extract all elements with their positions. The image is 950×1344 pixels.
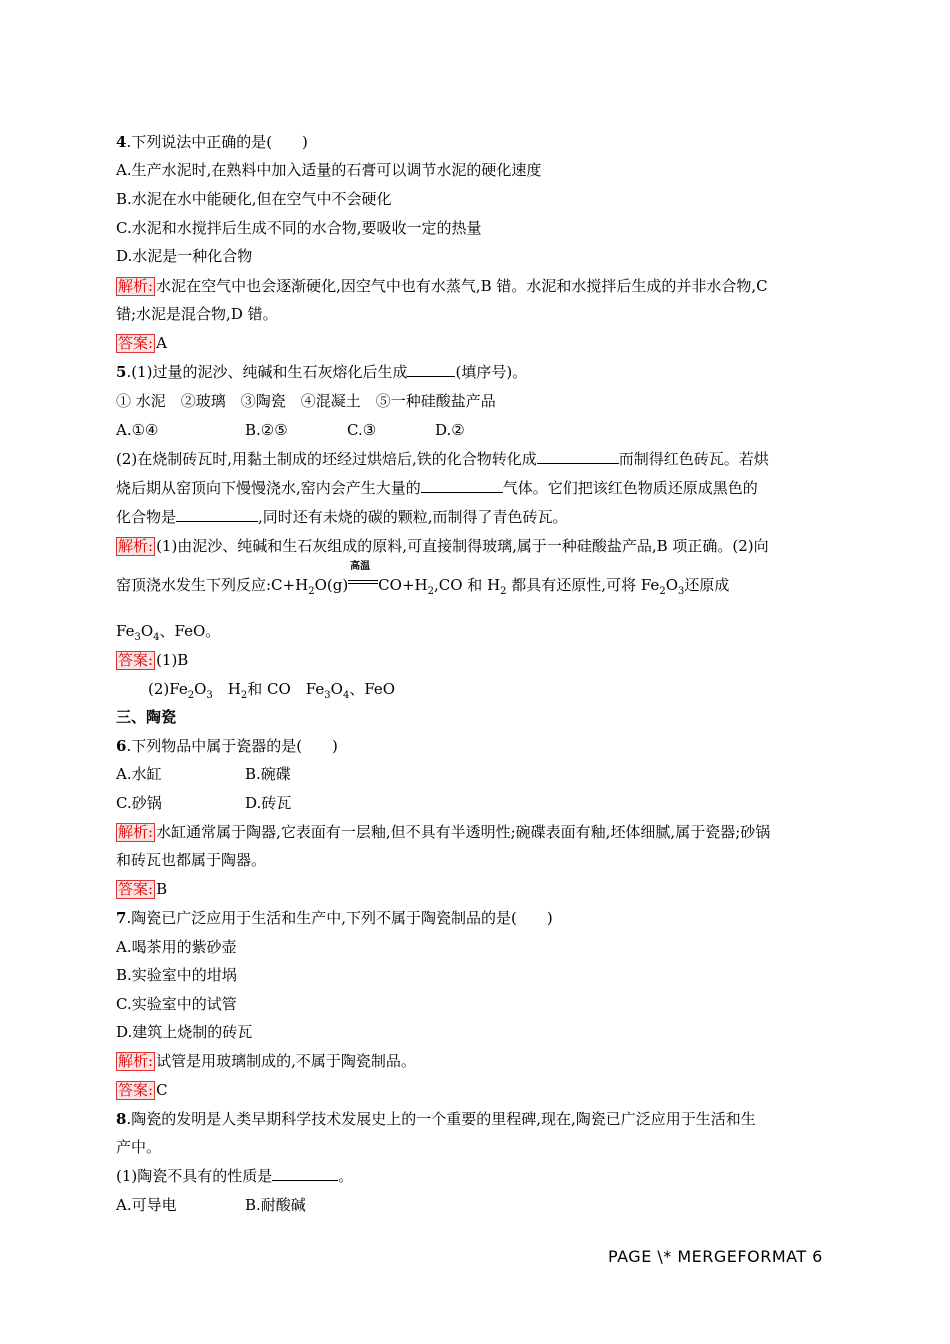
reaction-condition-arrow [348, 561, 378, 590]
q5-answer2d: 和 CO Fe [247, 680, 325, 698]
q4-analysis-text1: 水泥在空气中也会逐渐硬化,因空气中也有水蒸气,B 错。水泥和水搅拌后生成的并非水合物,C [156, 277, 768, 295]
q5-analysis-text2e: 都具有还原性,可将 Fe [506, 576, 660, 594]
subscript: 2 [240, 690, 248, 701]
q7-stem-text: .陶瓷已广泛应用于生活和生产中,下列不属于陶瓷制品的是( ) [126, 909, 553, 927]
q7-option-b: B.实验室中的坩埚 [116, 966, 237, 984]
page-footer-field: PAGE \* MERGEFORMAT 6 [608, 1247, 823, 1266]
q5-answer2f: 、FeO [349, 680, 396, 698]
q8-sub1-post: 。 [338, 1167, 354, 1185]
q5-part2-line3 [116, 507, 568, 527]
q4-analysis-line2: 错;水泥是混合物,D 错。 [116, 305, 278, 323]
q6-option-a: A.水缸 [116, 765, 162, 783]
q5-analysis-text2d: ,CO 和 H [433, 576, 501, 594]
q5-part2-text2a: 烧后期从窑顶向下慢慢浇水,窑内会产生大量的 [116, 479, 421, 497]
q5-answer2e: O [330, 680, 343, 698]
q7-stem [116, 908, 553, 928]
q6-stem [116, 736, 338, 756]
subscript: 2 [308, 586, 315, 597]
q4-option-a: A.生产水泥时,在熟料中加入适量的石膏可以调节水泥的硬化速度 [116, 161, 542, 179]
q5-choices [116, 420, 465, 440]
q7-option-d: D.建筑上烧制的砖瓦 [116, 1023, 253, 1041]
q8-number: 8 [116, 1110, 127, 1128]
q5-choice-a: A.①④ [116, 421, 159, 439]
subscript: 3 [206, 690, 213, 701]
analysis-tag: 解析: [118, 1052, 154, 1070]
q5-stem-pre: .(1)过量的泥沙、纯碱和生石灰熔化后生成 [126, 363, 408, 381]
q5-part2-text3b: ,同时还有未烧的碳的颗粒,而制得了青色砖瓦。 [258, 508, 568, 526]
answer-tag: 答案: [118, 880, 154, 898]
q7-answer-value: C [156, 1081, 168, 1099]
answer-tag: 答案: [118, 334, 154, 352]
q5-part2-text3a: 化合物是 [116, 508, 177, 526]
q4-option-d: D.水泥是一种化合物 [116, 247, 253, 265]
q6-stem-text: .下列物品中属于瓷器的是( ) [126, 737, 338, 755]
analysis-tag: 解析: [118, 823, 154, 841]
q6-answer-value: B [156, 880, 168, 898]
q5-blank-4[interactable] [176, 507, 258, 522]
q8-stem-line2: 产中。 [116, 1138, 162, 1156]
q6-option-d: D.砖瓦 [245, 794, 292, 812]
subscript: 2 [500, 586, 507, 597]
q6-answer [116, 879, 167, 899]
q6-analysis-text1: 水缸通常属于陶器,它表面有一层釉,但不具有半透明性;碗碟表面有釉,坯体细腻,属于瓷器;砂锅 [156, 823, 771, 841]
q5-choice-c: C.③ [347, 421, 377, 439]
q5-analysis-text2f: O [665, 576, 678, 594]
q8-option-a: A.可导电 [116, 1196, 177, 1214]
subscript: 4 [153, 632, 160, 643]
analysis-tag: 解析: [118, 537, 154, 555]
answer-tag: 答案: [118, 651, 154, 669]
q5-part2-line1 [116, 449, 769, 469]
q5-analysis-text2g: 还原成 [684, 576, 730, 594]
q5-part2-text1b: 而制得红色砖瓦。若烘 [618, 450, 769, 468]
q5-analysis-text2b: O(g) [314, 576, 349, 594]
q4-option-b: B.水泥在水中能硬化,但在空气中不会硬化 [116, 190, 392, 208]
answer-tag: 答案: [118, 1081, 154, 1099]
q4-analysis-line1 [116, 276, 768, 296]
q6-option-b: B.碗碟 [245, 765, 291, 783]
q5-part2-text2b: 气体。它们把该红色物质还原成黑色的 [502, 479, 758, 497]
q5-items: ① 水泥 ②玻璃 ③陶瓷 ④混凝土 ⑤一种硅酸盐产品 [116, 392, 496, 410]
reaction-condition-label: 高温 [350, 561, 371, 572]
q5-answer-line2 [148, 679, 395, 699]
q6-number: 6 [116, 737, 127, 755]
analysis-tag: 解析: [118, 277, 154, 295]
q8-blank-1[interactable] [272, 1166, 338, 1181]
q8-sub1-text: (1)陶瓷不具有的性质是 [116, 1167, 273, 1185]
subscript: 3 [678, 586, 685, 597]
q5-answer1: (1)B [156, 651, 189, 669]
q7-answer [116, 1080, 168, 1100]
q5-blank-1[interactable] [407, 362, 455, 377]
q5-part2-text1a: (2)在烧制砖瓦时,用黏土制成的坯经过烘焙后,铁的化合物转化成 [116, 450, 537, 468]
subscript: 2 [427, 586, 434, 597]
q5-answer2a: (2)Fe [148, 680, 188, 698]
q7-option-a: A.喝茶用的紫砂壶 [116, 938, 237, 956]
q5-answer2b: O [194, 680, 207, 698]
subscript: 3 [134, 632, 141, 643]
q7-analysis-text: 试管是用玻璃制成的,不属于陶瓷制品。 [156, 1052, 416, 1070]
q6-analysis-line2: 和砖瓦也都属于陶器。 [116, 851, 267, 869]
q4-answer [116, 333, 167, 353]
q5-analysis-text3a: Fe [116, 622, 135, 640]
q8-stem-text1: .陶瓷的发明是人类早期科学技术发展史上的一个重要的里程碑,现在,陶瓷已广泛应用于生活和生 [126, 1110, 756, 1128]
q8-option-b: B.耐酸碱 [245, 1196, 306, 1214]
q8-sub1 [116, 1166, 353, 1186]
q5-stem [116, 362, 527, 382]
q5-analysis-text3b: O [140, 622, 154, 640]
q5-stem-post: (填序号)。 [455, 363, 528, 381]
subscript: 2 [187, 690, 195, 701]
q5-analysis-text2a: 窑顶浇水发生下列反应:C+H [116, 576, 309, 594]
q7-analysis [116, 1051, 416, 1071]
q5-analysis-text3c: 、FeO。 [159, 622, 221, 640]
q4-answer-value: A [156, 334, 167, 352]
q7-number: 7 [116, 909, 127, 927]
q6-options-row1 [116, 764, 291, 784]
q5-blank-3[interactable] [421, 478, 503, 493]
q5-choice-b: B.②⑤ [245, 421, 288, 439]
q8-options-row1 [116, 1195, 306, 1215]
q6-options-row2 [116, 793, 291, 813]
q5-choice-d: D.② [435, 421, 465, 439]
q5-blank-2[interactable] [537, 449, 619, 464]
q5-answer2c: H [212, 680, 241, 698]
subscript: 2 [659, 586, 666, 597]
q5-answer-line1 [116, 650, 188, 670]
q5-analysis-line3 [116, 621, 220, 641]
q7-option-c: C.实验室中的试管 [116, 995, 237, 1013]
q5-analysis-line2 [116, 561, 730, 597]
q4-stem-text: .下列说法中正确的是( ) [126, 133, 308, 151]
q5-analysis-text2c: CO+H [378, 576, 428, 594]
q5-number: 5 [116, 363, 127, 381]
q4-option-c: C.水泥和水搅拌后生成不同的水合物,要吸收一定的热量 [116, 219, 482, 237]
q4-number: 4 [116, 133, 127, 151]
subscript: 3 [324, 690, 331, 701]
q6-analysis-line1 [116, 822, 770, 842]
q5-analysis-text1: (1)由泥沙、纯碱和生石灰组成的原料,可直接制得玻璃,属于一种硅酸盐产品,B 项正确。(2)向 [156, 537, 769, 555]
q8-stem-line1 [116, 1109, 756, 1129]
q5-part2-line2 [116, 478, 758, 498]
q6-option-c: C.砂锅 [116, 794, 162, 812]
subscript: 4 [342, 690, 350, 701]
q5-analysis-line1 [116, 536, 769, 556]
q4-stem [116, 132, 308, 152]
section-heading-ceramics: 三、陶瓷 [116, 708, 177, 726]
